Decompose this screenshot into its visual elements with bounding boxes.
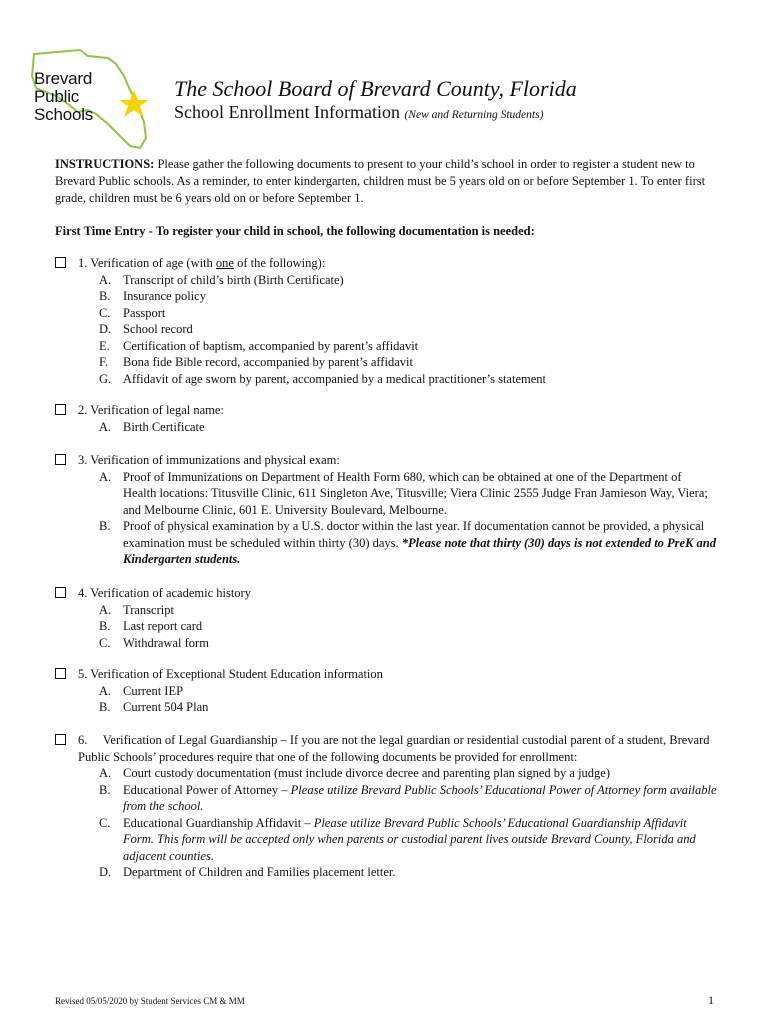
section-age-verification [55,255,717,387]
heading-pre: 1. Verification of age (with [78,256,216,270]
item-text: Court custody documentation (must include divorce decree and parenting plan signed by a judge) [123,766,611,780]
item-letter: E. [99,338,110,353]
item-letter: C. [99,815,111,830]
item-list [55,272,717,388]
page-number: 1 [708,993,714,1007]
list-item [55,338,717,355]
item-text: Educational Guardianship Affidavit – [123,815,314,830]
section-immunizations [55,452,717,568]
checkbox-legal-name[interactable] [55,404,66,415]
item-letter: A. [99,766,112,780]
document-title: The School Board of Brevard County, Florida [174,76,577,101]
item-letter: F. [99,355,109,369]
item-letter: B. [99,289,111,303]
item-text: Current IEP [123,683,184,698]
item-text: Transcript [123,602,174,617]
checkbox-immunizations[interactable] [55,454,66,465]
list-item [55,354,717,371]
item-text: Last report card [123,619,203,633]
list-item [55,635,717,652]
item-letter: C. [99,635,111,650]
instructions-paragraph [55,156,717,207]
item-letter: B. [99,700,111,714]
checkbox-age-verification[interactable] [55,257,66,268]
item-text: Department of Children and Families placement letter. [123,865,396,879]
list-item [55,272,717,289]
item-note-bold-italic: *Please note that thirty (30) days is not extended to PreK and Kindergarten students. [123,535,717,566]
item-text: Current 504 Plan [123,700,209,714]
item-text: Bona fide Bible record, accompanied by parent’s affidavit [123,355,413,369]
subtitle-text: School Enrollment Information [174,102,400,122]
item-text: Affidavit of age sworn by parent, accompanied by a medical practitioner’s statement [123,371,546,386]
list-item [55,864,717,881]
list-item [55,371,717,388]
item-text: Educational Power of Attorney – [123,782,291,797]
item-list [55,683,717,716]
checkbox-academic-history[interactable] [55,587,66,598]
checkbox-legal-guardianship[interactable] [55,734,66,745]
heading-post: of the following): [233,256,326,270]
item-letter: A. [99,602,112,617]
section-heading: 4. Verification of academic history [78,586,251,600]
item-text: Withdrawal form [123,635,209,650]
list-item [55,699,717,716]
item-list [55,765,717,881]
section-heading: 5. Verification of Exceptional Student Education information [78,667,383,681]
revision-note: Revised 05/05/2020 by Student Services CM & MM [55,996,245,1006]
item-text: School record [123,322,193,336]
item-text: Birth Certificate [123,419,205,434]
item-text: Passport [123,305,166,320]
item-letter: A. [99,419,112,434]
item-text: Transcript of child’s birth (Birth Certificate) [123,272,344,287]
list-item [55,815,717,865]
section-legal-guardianship [55,732,717,881]
subtitle-note: (New and Returning Students) [404,109,544,121]
star-icon [119,90,149,117]
item-text: Proof of physical examination by a U.S. doctor within the last year. If documentation cannot be provided, a physical examination must be scheduled within thirty (30) days. [123,519,705,550]
logo-line-2: Public [34,87,80,106]
item-letter: B. [99,619,111,633]
logo-line-3: Schools [34,105,94,124]
section-academic-history [55,585,717,651]
item-text: Proof of Immunizations on Department of Health Form 680, which can be obtained at one of the Department of Health locations: Titusville Clinic, 611 Singleton Ave, Titusville; Viera Clinic 2555 Judge Fran Jamieson Way, Viera; and Melbourne Clinic, 601 E. University Boulevard, Melbourne. [123,469,708,517]
list-item [55,305,717,322]
instructions-label: INSTRUCTIONS: [55,157,155,171]
item-letter: B. [99,519,111,533]
list-item [55,683,717,700]
item-list [55,469,717,568]
item-letter: G. [99,371,112,386]
item-letter: D. [99,322,112,336]
list-item [55,765,717,782]
item-letter: A. [99,469,112,484]
list-item [55,419,717,436]
item-text: Certification of baptism, accompanied by parent’s affidavit [123,338,419,353]
section-heading: 6. Verification of Legal Guardianship – If you are not the legal guardian or residential custodial parent of a student, Brevard Public Schools’ procedures require that one of the following documents be provided for enrollment: [78,733,713,764]
logo-wordmark [34,70,93,124]
item-text: Insurance policy [123,289,206,303]
section-heading: 2. Verification of legal name: [78,403,224,417]
item-note-italic: Please utilize Brevard Public Schools’ Educational Guardianship Affidavit Form. This form will be accepted only when parents or custodial parent lives outside Brevard County, Florida and adjacent counties. [123,815,696,863]
item-letter: A. [99,683,112,698]
item-letter: B. [99,782,111,797]
list-item [55,602,717,619]
document-subtitle [174,102,543,123]
instructions-text: Please gather the following documents to present to your child’s school in order to register a student new to Brevard Public schools. As a reminder, to enter kindergarten, children must be 5 years old on or before September 1. To enter first grade, children must be 6 years old on or before September 1. [55,157,706,205]
item-letter: A. [99,272,112,287]
item-list [55,602,717,652]
section-legal-name [55,402,717,435]
section-ese-information [55,666,717,716]
first-entry-heading: First Time Entry - To register your child in school, the following documentation is needed: [55,224,535,238]
list-item [55,782,717,815]
item-letter: D. [99,865,112,879]
item-letter: C. [99,305,111,320]
checkbox-ese-information[interactable] [55,668,66,679]
section-heading [78,255,717,272]
list-item [55,618,717,635]
logo-line-1: Brevard [34,69,93,88]
item-list [55,419,717,436]
heading-underlined: one [215,256,234,270]
section-heading: 3. Verification of immunizations and physical exam: [78,453,340,467]
list-item [55,321,717,338]
item-note-italic: Please utilize Brevard Public Schools’ Educational Power of Attorney form available from the school. [123,782,717,813]
list-item [55,469,717,519]
list-item [55,288,717,305]
list-item [55,518,717,568]
